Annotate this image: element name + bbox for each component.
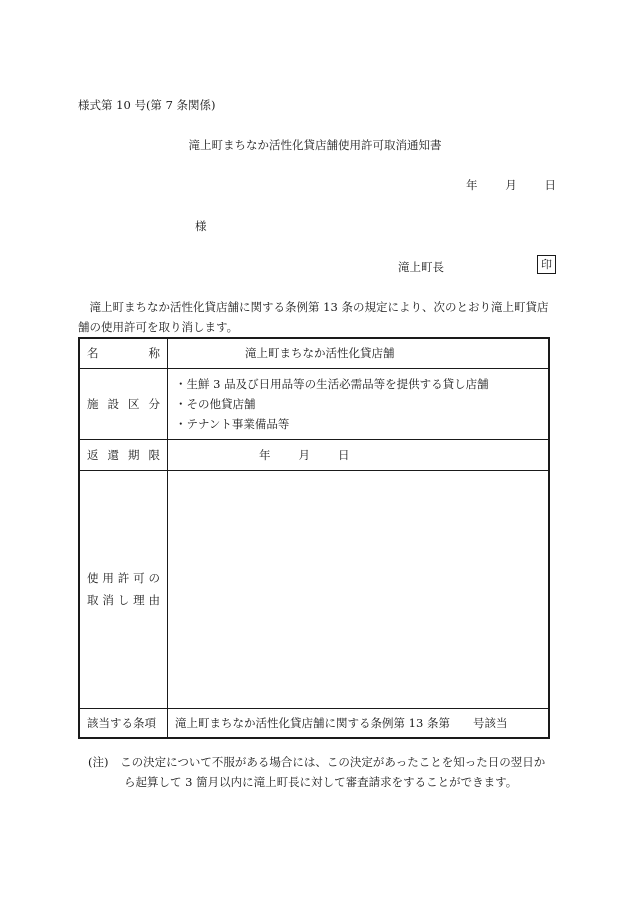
return-date: 年 月 日: [259, 447, 350, 462]
year-label: 年: [466, 178, 478, 192]
document-title: 滝上町まちなか活性化貸店舗使用許可取消通知書: [188, 138, 442, 152]
applicable-article-value: 滝上町まちなか活性化貸店舗に関する条例第 13 条第 号該当: [168, 708, 550, 738]
revocation-reason-field[interactable]: [168, 470, 550, 708]
facility-option: ・テナント事業備品等: [175, 416, 290, 431]
facility-option: ・その他貸店舗: [175, 396, 256, 411]
body-text: 滝上町まちなか活性化貸店舗に関する条例第 13 条の規定により、次のとおり滝上町貸店舗の使用許可を取り消します。: [78, 300, 549, 334]
form-number: 様式第 10 号(第 7 条関係): [78, 98, 216, 112]
facility-option: ・生鮮 3 品及び日用品等の生活必需品等を提供する貸し店舗: [175, 376, 489, 391]
applicable-article-label: 該当する条項: [79, 708, 168, 738]
details-table: [78, 337, 550, 739]
table-row-reason: [79, 470, 549, 708]
month-label: 月: [505, 178, 517, 192]
name-label: 名 称: [87, 346, 160, 361]
note-line2: ら起算して 3 箇月以内に滝上町長に対して審査請求をすることができます。: [124, 775, 518, 789]
addressee: 様: [195, 219, 207, 233]
revocation-reason-label-line2: 取 消 し 理 由: [87, 593, 160, 607]
table-row-facility: [79, 368, 549, 439]
issue-date: [466, 177, 556, 193]
day-label: 日: [544, 178, 556, 192]
facility-category-label: 施 設 区 分: [87, 396, 160, 411]
issuer: 滝上町長: [398, 260, 444, 274]
table-row-article: [79, 708, 549, 738]
note-line1: (注) この決定について不服がある場合には、この決定があったことを知った日の翌日か: [88, 755, 546, 769]
revocation-reason-label-line1: 使 用 許 可 の: [87, 571, 160, 585]
seal-box: 印: [537, 255, 556, 274]
facility-name: 滝上町まちなか活性化貸店舗: [245, 346, 395, 361]
return-deadline-label: 返 還 期 限: [87, 447, 160, 462]
table-row-name: [79, 338, 549, 368]
note: [88, 752, 545, 792]
table-row-return: [79, 439, 549, 470]
note-marker: (注): [88, 755, 109, 769]
